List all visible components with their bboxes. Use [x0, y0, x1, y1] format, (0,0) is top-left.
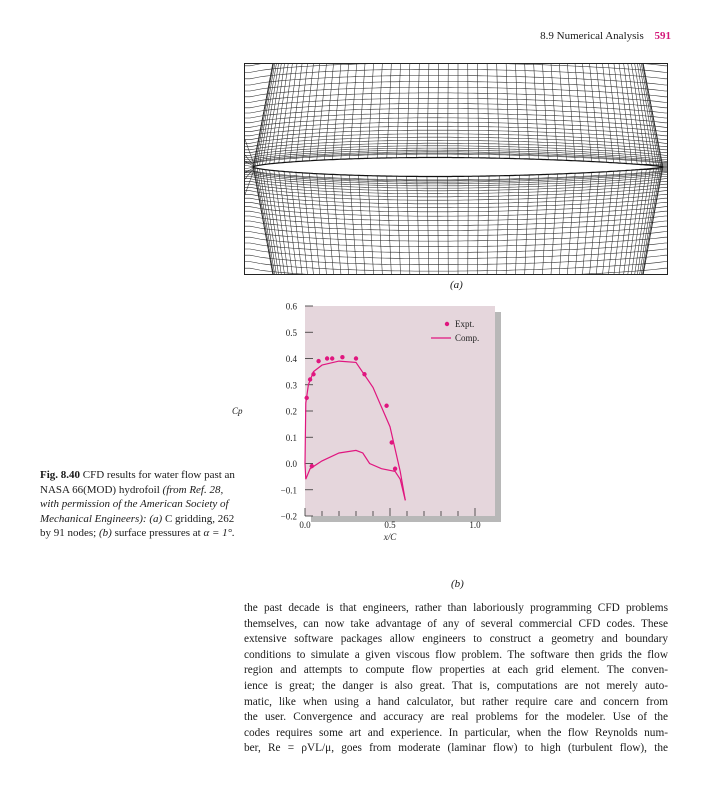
mesh-line	[245, 64, 667, 66]
mesh-line	[559, 174, 566, 274]
body-line: matic, like when using a hand calculator, but rather require care and concern from	[244, 695, 668, 708]
y-tick-label: 0.0	[285, 459, 297, 469]
body-line: ience is great; the danger is also great. That is, computations are not merely auto-	[244, 679, 668, 692]
x-axis-label: x/C	[383, 532, 397, 540]
mesh-line	[245, 64, 667, 72]
hydrofoil-outline	[253, 158, 663, 177]
mesh-line	[245, 64, 255, 167]
panel-a-label: (a)	[450, 279, 463, 291]
expt-point	[340, 355, 344, 359]
body-line: the user. Convergence and accuracy are real problems for the modeler. Use of the	[244, 711, 668, 724]
caption-desc-b: surface pressures at	[114, 527, 201, 539]
running-header	[540, 30, 671, 42]
c-grid-mesh	[245, 64, 667, 274]
expt-point	[330, 356, 334, 360]
mesh-line	[245, 243, 667, 253]
caption-desc-a: C gridding, 262 by 91 nodes;	[40, 512, 235, 539]
page-number: 591	[654, 30, 671, 42]
panel-b-label: (b)	[451, 578, 464, 590]
body-line: conditions to simulate a given viscous flow problem. The software then grids the flow	[244, 648, 668, 661]
expt-point	[311, 372, 315, 376]
figure-caption: Fig. 8.40 CFD results for water flow past an NASA 66(MOD) hydrofoil (from Ref. 28, with permission of the American Society of Mechanical Engineers): (a) C gridding, 262 by 91 nodes; (b) surface pressures at α = 1°.	[40, 469, 235, 539]
pressure-coefficient-chart	[230, 300, 510, 540]
legend-expt-marker	[445, 322, 449, 326]
legend-comp-label: Comp.	[455, 333, 480, 343]
mesh-line	[245, 237, 667, 247]
y-tick-label: 0.1	[285, 432, 297, 443]
mesh-line	[551, 174, 557, 274]
expt-point	[384, 404, 388, 408]
expt-point	[354, 356, 358, 360]
mesh-line	[542, 174, 548, 274]
body-line: the past decade is that engineers, rather than laboriously programming CFD problems	[244, 602, 668, 614]
mesh-line	[254, 64, 273, 166]
y-tick-label: 0.5	[285, 327, 297, 338]
mesh-line	[245, 76, 667, 86]
x-tick-label: 1.0	[469, 520, 481, 530]
body-line: themselves, can now take advantage of any of several commercial CFD codes. These	[244, 617, 668, 630]
legend-expt-label: Expt.	[455, 319, 475, 329]
mesh-line	[245, 176, 667, 186]
mesh-line	[575, 173, 583, 274]
y-tick-label: 0.6	[285, 301, 297, 312]
mesh-line	[245, 146, 667, 156]
body-paragraph	[244, 601, 668, 757]
body-line: extensive software packages allow engineers to construct a geometry and boundary	[244, 633, 668, 646]
expt-point	[308, 377, 312, 381]
mesh-line	[245, 82, 667, 92]
mesh-line	[567, 173, 575, 274]
y-tick-label: 0.4	[285, 354, 297, 364]
mesh-line	[324, 174, 333, 274]
mesh-line	[245, 148, 667, 158]
body-line: region and attempts to compute flow properties at each grid element. The conven-	[244, 664, 668, 677]
mesh-line	[245, 64, 255, 167]
mesh-line	[302, 173, 313, 274]
y-axis-label: Cp	[232, 406, 243, 416]
mesh-line	[245, 179, 667, 189]
mesh-line	[333, 174, 341, 274]
expt-point	[393, 467, 397, 471]
mesh-line	[245, 93, 667, 103]
mesh-line	[525, 175, 530, 274]
mesh-line	[608, 171, 620, 274]
expt-point	[316, 359, 320, 363]
mesh-line	[603, 171, 614, 274]
mesh-line	[341, 175, 349, 274]
section-title: 8.9 Numerical Analysis	[540, 30, 644, 42]
expt-point	[390, 440, 394, 444]
figure-number: Fig. 8.40	[40, 469, 81, 481]
c-grid-mesh-figure	[244, 63, 668, 275]
mesh-line	[468, 176, 469, 274]
caption-title: CFD results for water flow past an NASA 66(MOD) hydrofoil	[40, 469, 235, 496]
x-tick-label: 0.5	[384, 520, 396, 530]
mesh-line	[427, 64, 429, 158]
expt-point	[305, 396, 309, 400]
mesh-line	[614, 170, 626, 274]
mesh-line	[245, 232, 667, 242]
y-tick-label: −0.1	[280, 485, 297, 496]
body-line: ber, Re = ρVL/μ, goes from moderate (laminar flow) to high (turbulent flow), the	[244, 742, 668, 755]
mesh-line	[245, 98, 667, 108]
x-tick-label: 0.0	[299, 520, 311, 530]
mesh-line	[245, 167, 255, 274]
body-line: codes requires some art and experience. In particular, when the flow Reynolds num-	[244, 726, 668, 739]
mesh-line	[245, 249, 667, 259]
y-tick-label: 0.2	[285, 406, 297, 417]
mesh-line	[296, 172, 308, 274]
mesh-line	[290, 172, 302, 274]
mesh-line	[534, 175, 539, 274]
mesh-line	[582, 172, 591, 274]
caption-source: (from Ref. 28, with permission of the American Society of Mechanical Engineers):	[40, 483, 229, 525]
mesh-line	[245, 167, 255, 274]
expt-point	[325, 356, 329, 360]
expt-point	[310, 464, 314, 468]
y-tick-label: −0.2	[280, 511, 297, 522]
expt-point	[362, 372, 366, 376]
mesh-line	[448, 176, 449, 274]
caption-alpha: α = 1°.	[203, 527, 235, 539]
mesh-line	[437, 64, 438, 158]
mesh-line	[245, 87, 667, 97]
y-tick-label: 0.3	[285, 380, 297, 391]
